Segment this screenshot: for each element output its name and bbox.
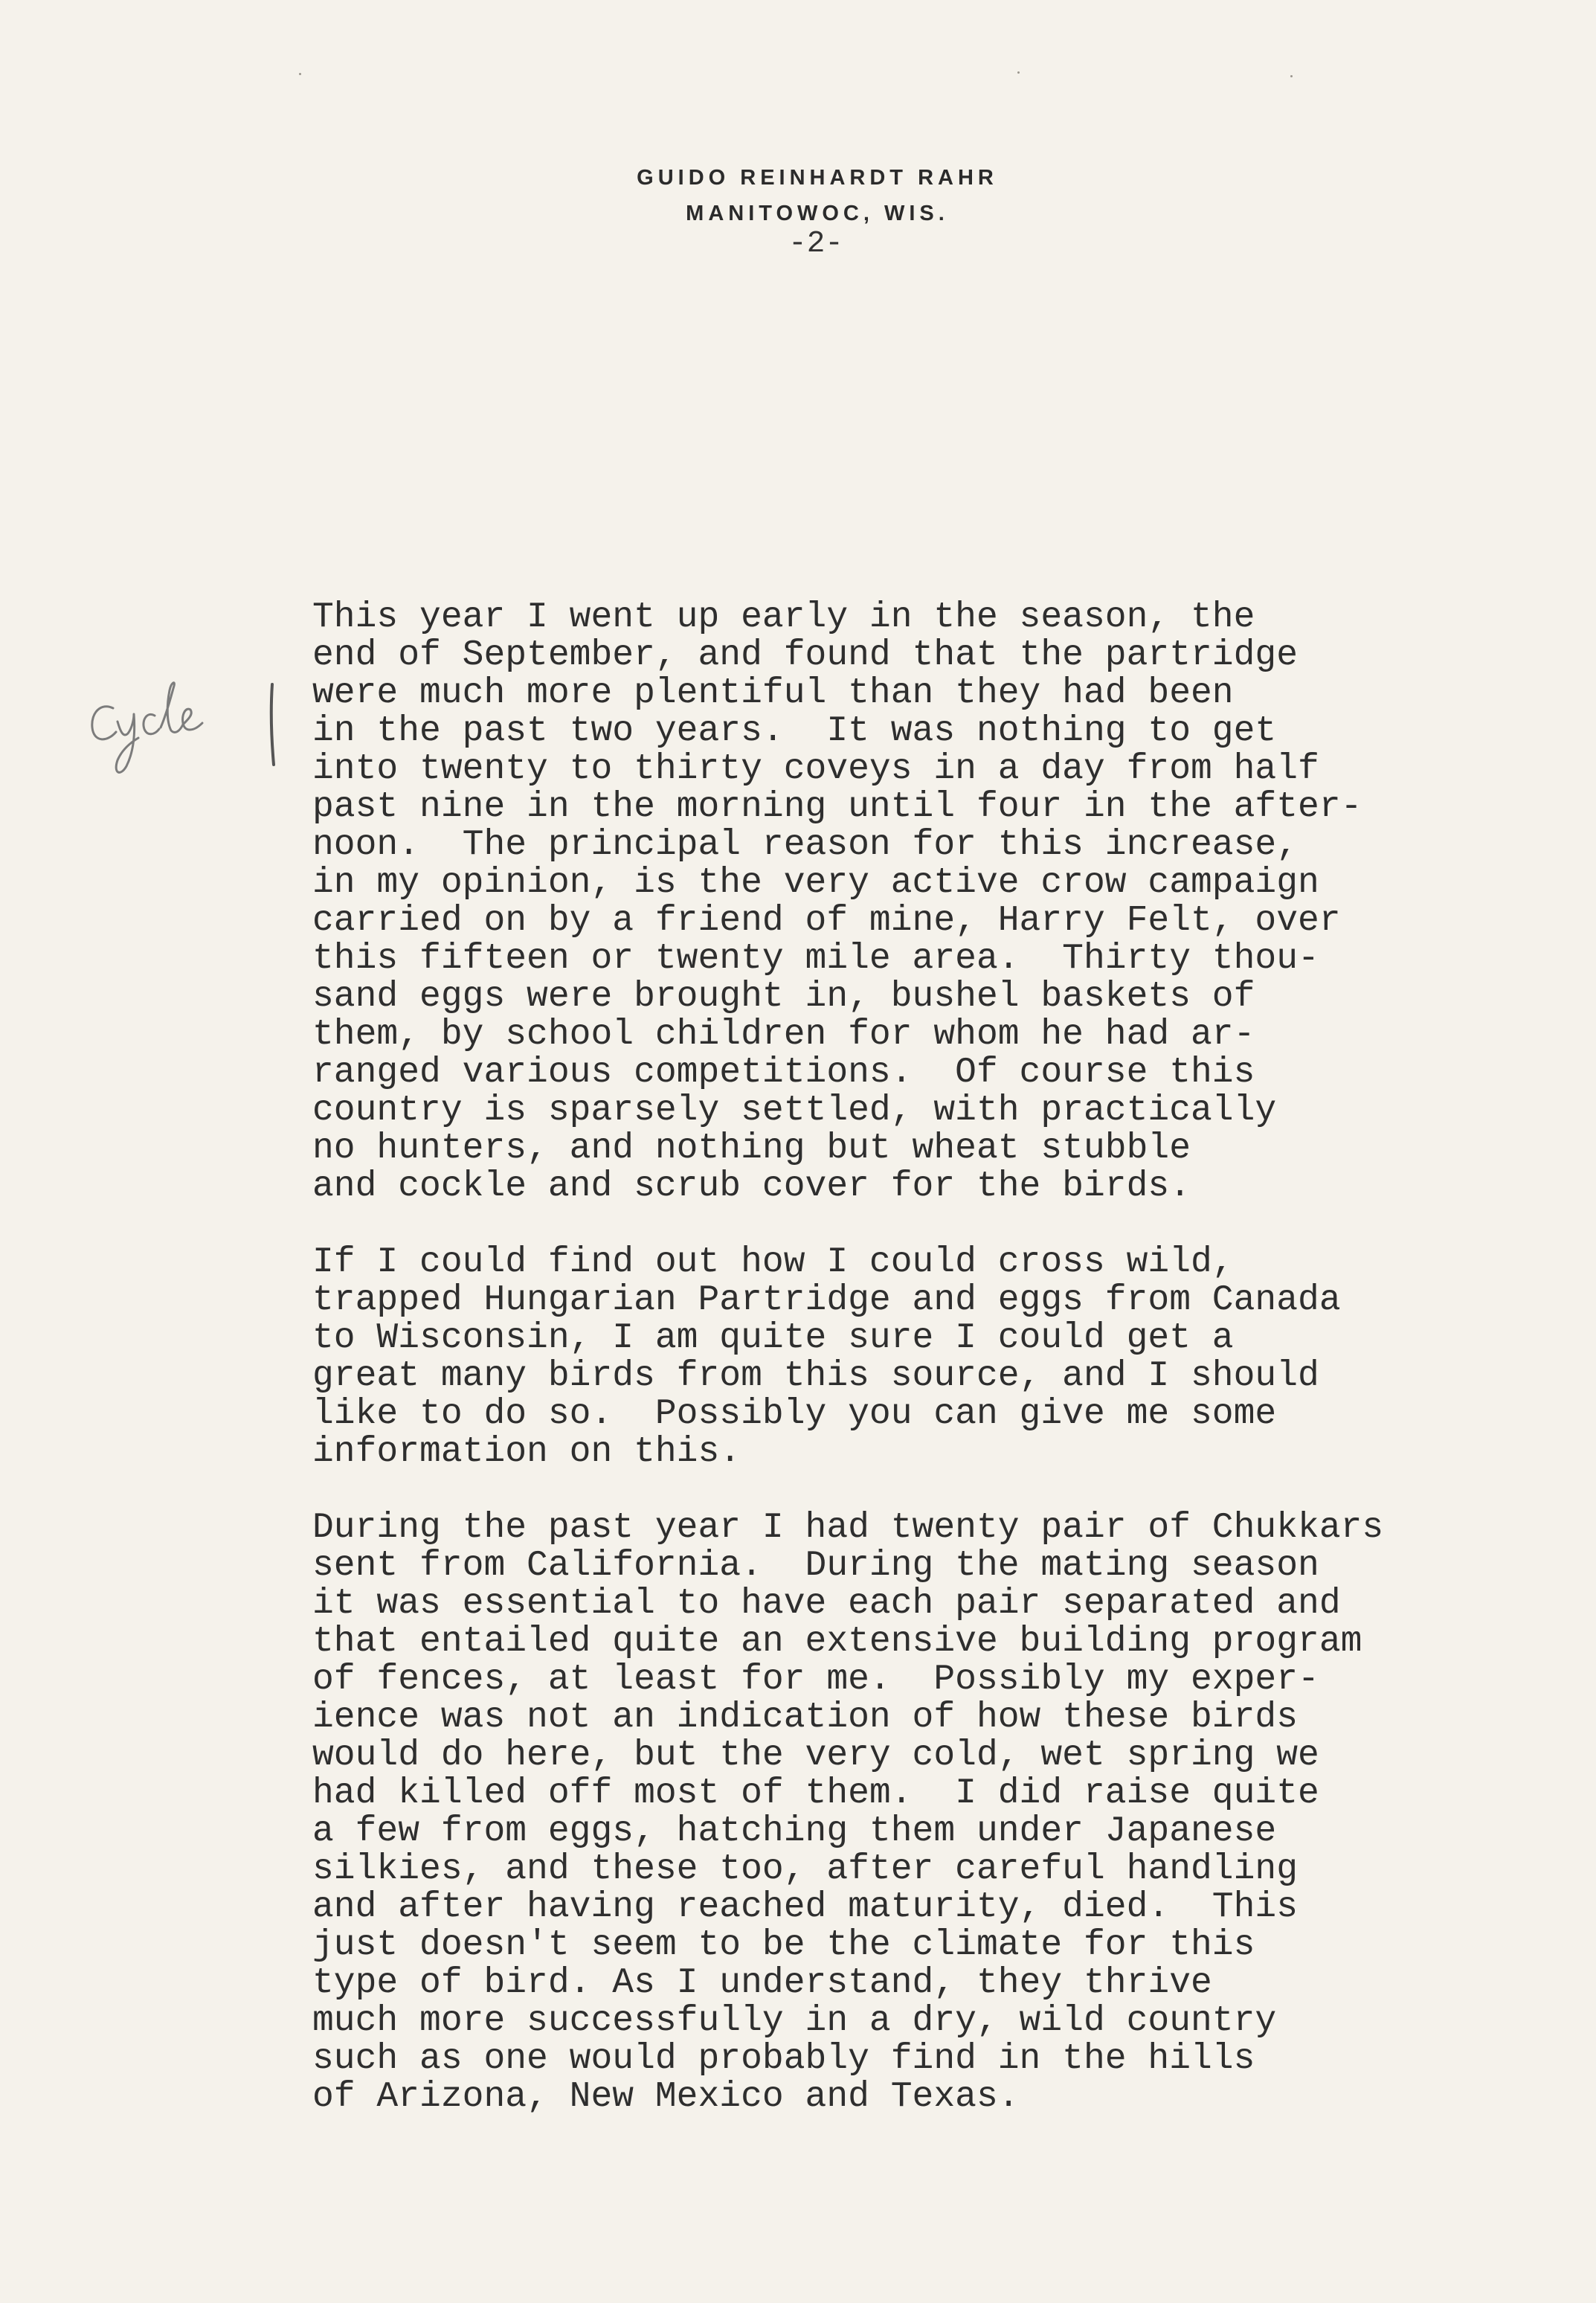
text-line: into twenty to thirty coveys in a day from half [312, 749, 1319, 789]
text-line: such as one would probably find in the hills [312, 2039, 1255, 2079]
text-line: and cockle and scrub cover for the birds. [312, 1166, 1191, 1207]
text-line: them, by school children for whom he had ar- [312, 1015, 1255, 1055]
text-line: end of September, and found that the partridge [312, 635, 1299, 675]
text-line: and after having reached maturity, died. This [312, 1887, 1299, 1927]
text-line: noon. The principal reason for this increase, [312, 825, 1299, 865]
letter-body [312, 599, 1473, 2154]
text-line: of fences, at least for me. Possibly my exper- [312, 1660, 1319, 1700]
text-line: This year I went up early in the season, the [312, 597, 1255, 637]
letterhead-city: MANITOWOC, WIS. [686, 202, 949, 225]
text-line: in the past two years. It was nothing to get [312, 711, 1277, 751]
text-line: carried on by a friend of mine, Harry Felt, over [312, 901, 1341, 941]
text-line: information on this. [312, 1432, 741, 1472]
text-line: just doesn't seem to be the climate for this [312, 1925, 1255, 1965]
page-number: -2- [788, 227, 843, 261]
text-line: it was essential to have each pair separated and [312, 1584, 1341, 1624]
paragraph [312, 599, 1473, 1206]
text-line: trapped Hungarian Partridge and eggs from Canada [312, 1280, 1341, 1320]
handwritten-cycle-annotation-icon [74, 669, 312, 796]
text-line: sent from California. During the mating season [312, 1546, 1319, 1586]
text-line: much more successfully in a dry, wild country [312, 2001, 1277, 2041]
paragraph [312, 1244, 1473, 1471]
text-line: no hunters, and nothing but wheat stubble [312, 1128, 1191, 1169]
text-line: silkies, and these too, after careful handling [312, 1849, 1299, 1889]
text-line: ranged various competitions. Of course this [312, 1053, 1255, 1093]
text-line: country is sparsely settled, with practically [312, 1091, 1277, 1131]
text-line: would do here, but the very cold, wet spring we [312, 1735, 1319, 1776]
paper-speck [1290, 75, 1293, 77]
text-line: of Arizona, New Mexico and Texas. [312, 2077, 1020, 2117]
text-line: great many birds from this source, and I should [312, 1356, 1319, 1396]
paper-speck [299, 73, 301, 75]
text-line: If I could find out how I could cross wild, [312, 1242, 1234, 1282]
text-line: a few from eggs, hatching them under Japanese [312, 1811, 1277, 1851]
text-line: in my opinion, is the very active crow campaign [312, 863, 1319, 903]
text-line: ience was not an indication of how these birds [312, 1697, 1299, 1738]
text-line: sand eggs were brought in, bushel baskets of [312, 977, 1255, 1017]
handwritten-margin-note [74, 669, 312, 796]
text-line: had killed off most of them. I did raise quite [312, 1773, 1319, 1814]
text-line: to Wisconsin, I am quite sure I could get a [312, 1318, 1234, 1358]
paper-speck [1017, 71, 1020, 74]
text-line: this fifteen or twenty mile area. Thirty thou- [312, 939, 1319, 979]
letterhead-name: GUIDO REINHARDT RAHR [637, 166, 998, 190]
text-line: that entailed quite an extensive building program [312, 1622, 1362, 1662]
text-line: were much more plentiful than they had been [312, 673, 1234, 713]
letterhead [0, 160, 1596, 231]
paragraph [312, 1509, 1473, 2116]
text-line: past nine in the morning until four in the after- [312, 787, 1362, 827]
text-line: like to do so. Possibly you can give me some [312, 1394, 1277, 1434]
text-line: During the past year I had twenty pair of Chukkars [312, 1508, 1384, 1548]
text-line: type of bird. As I understand, they thrive [312, 1963, 1212, 2003]
